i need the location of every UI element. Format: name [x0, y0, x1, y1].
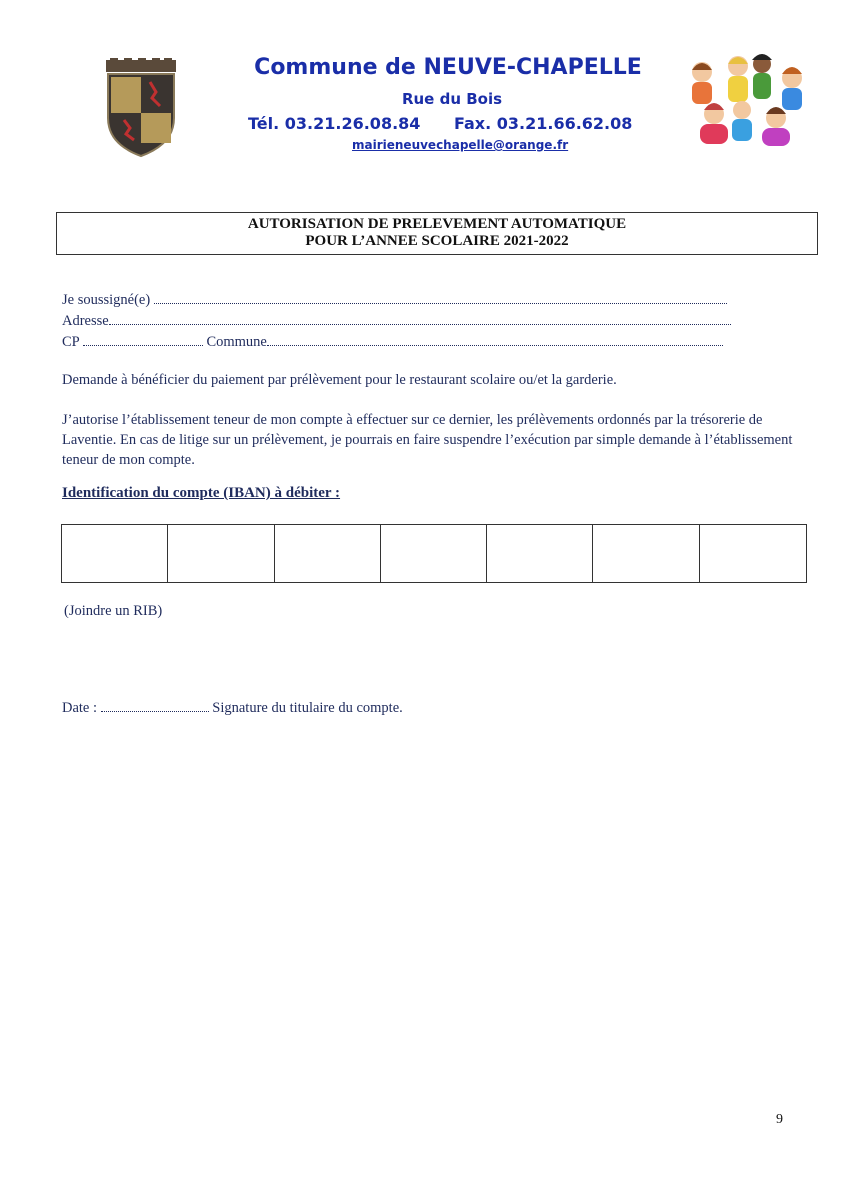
- postcode-label: CP: [62, 334, 80, 350]
- commune-contact-line: [248, 114, 632, 133]
- date-signature-row: [62, 700, 403, 717]
- postcode-input-line[interactable]: [83, 334, 203, 346]
- iban-cell[interactable]: [381, 525, 487, 582]
- iban-heading: Identification du compte (IBAN) à débiter :: [62, 485, 341, 501]
- signature-label: Signature du titulaire du compte.: [212, 700, 403, 716]
- commune-label: Commune: [206, 334, 267, 350]
- date-label: Date :: [62, 700, 98, 716]
- iban-cell[interactable]: [168, 525, 274, 582]
- iban-cell[interactable]: [275, 525, 381, 582]
- authorization-paragraph: J’autorise l’établissement teneur de mon compte à effectuer sur ce dernier, les prélèvements ordonnés par la trésorerie de Laventie. En cas de litige sur un prélèvement, je pourrais en faire suspendre l’exécution par simple demande à l’établissement teneur de mon compte.: [62, 412, 793, 468]
- postcode-commune-row: [62, 334, 723, 351]
- iban-cell[interactable]: [487, 525, 593, 582]
- fax-number: Fax. 03.21.66.62.08: [454, 114, 633, 133]
- address-field-row: [62, 313, 731, 330]
- phone-number: Tél. 03.21.26.08.84: [248, 114, 421, 133]
- name-label: Je soussigné(e): [62, 292, 151, 308]
- document-title-line1: AUTORISATION DE PRELEVEMENT AUTOMATIQUE: [247, 216, 627, 232]
- date-input-line[interactable]: [101, 700, 209, 712]
- iban-cell[interactable]: [62, 525, 168, 582]
- iban-cell[interactable]: [593, 525, 699, 582]
- rib-note: (Joindre un RIB): [64, 603, 163, 619]
- name-field-row: [62, 292, 727, 309]
- document-title-line2: POUR L’ANNEE SCOLAIRE 2021-2022: [305, 233, 569, 249]
- document-title-box: [56, 212, 818, 255]
- commune-input-line[interactable]: [267, 334, 723, 346]
- name-input-line[interactable]: [154, 292, 727, 304]
- request-paragraph: Demande à bénéficier du paiement par prélèvement pour le restaurant scolaire ou/et la garderie.: [62, 372, 617, 388]
- address-label: Adresse: [62, 313, 109, 329]
- page-number: 9: [776, 1112, 783, 1127]
- address-input-line[interactable]: [109, 313, 731, 325]
- iban-input-grid: [61, 524, 807, 583]
- email-link[interactable]: mairieneuvechapelle@orange.fr: [352, 138, 569, 152]
- commune-title: Commune de NEUVE-CHAPELLE: [254, 55, 642, 80]
- iban-cell[interactable]: [700, 525, 806, 582]
- commune-street: Rue du Bois: [401, 90, 503, 108]
- children-illustration: [680, 52, 810, 150]
